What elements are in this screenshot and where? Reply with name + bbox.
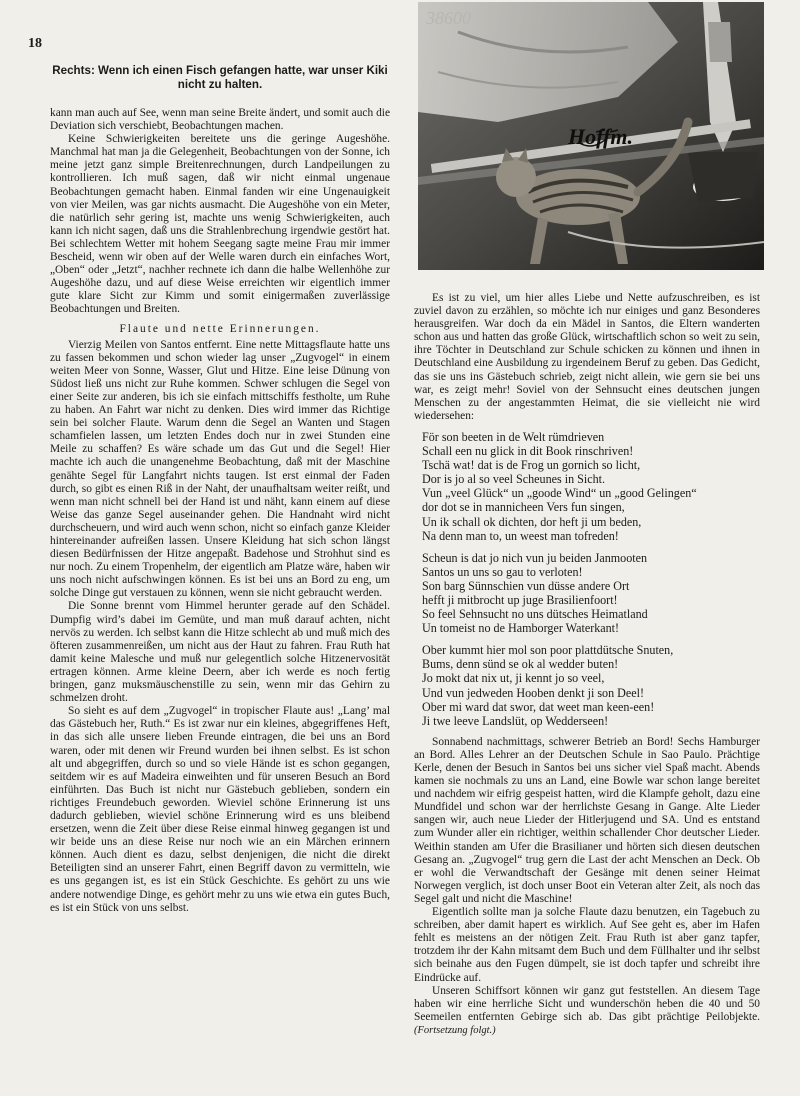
left-column bbox=[50, 107, 390, 915]
poem-line: Schall een nu glick in dit Book rinschriven! bbox=[422, 444, 634, 459]
poem-line: Tschä wat! dat is de Frog un gornich so licht, bbox=[422, 458, 641, 473]
signature: Hoffm. bbox=[568, 124, 633, 149]
poem-line: Und vun jedweden Hooben denkt ji son Deel! bbox=[422, 685, 645, 700]
poem-line: Un ik schall ok dichten, dor heft ji um beden, bbox=[422, 514, 642, 529]
poem-line: Vun „veel Glück“ un „goode Wind“ un „good Gelingen“ bbox=[422, 486, 697, 501]
poem-line: So feel Sehnsucht no uns dütsches Heimatland bbox=[422, 607, 648, 622]
paragraph: Keine Schwierigkeiten bereitete uns die geringe Augeshöhe. Manchmal hat man ja die Gelegenheit, Beobachtungen von der Sonne, ich meine jetzt ganz simple Breitenrechnungen, durch Landpeilungen zu kontrollieren. Ich muß sagen, daß wir nicht einmal ungenaue Beobachtungen gemacht haben. Einmal fanden wir eine Ungenauigkeit von vier Meilen, was gar nichts ausmacht. Die Augeshöhe von ein Meter, die natürlich sehr gering ist, machte uns wenig Schwierigkeiten, auch kann ich nicht sagen, daß uns die Strahlenbrechung irgendwie gestört hat. Bei schlechtem Wetter mit hohem Seegang sagte meine Frau mir immer Bescheid, wenn wir oben auf der Welle waren durch ein einfaches Wort, „Oben“ oder „Jetzt“, nachher rechnete ich dann die halbe Wellenhöhe zur Augeshöhe dazu, und auf diese Weise erreichten wir eigentlich immer gute klare Sicht zur Kimm und somit einigermaßen zuverlässige Beobachtungen und Breiten. bbox=[50, 133, 390, 316]
final-paragraph-text: Unseren Schiffsort können wir ganz gut feststellen. An diesem Tage haben wir eine herrliche Sicht und wunderschön heben die 40 und 50 Seemeilen entfernten Gebirge sich ab. Das gibt prächtige Peilobjekte. bbox=[414, 984, 760, 1023]
poem-line: Bums, denn sünd se ok al wedder buten! bbox=[422, 657, 619, 672]
poem-line: Ober kummt hier mol son poor plattdütsche Snuten, bbox=[422, 643, 674, 658]
poem-line: Son barg Sünnschien vun düsse andere Ort bbox=[422, 578, 630, 593]
poem-stanza bbox=[422, 643, 760, 728]
poem-stanza bbox=[422, 430, 760, 543]
poem-line: dor dot se in mannicheen Vers fun singen, bbox=[422, 500, 625, 515]
paragraph bbox=[414, 985, 760, 1037]
paragraph: Eigentlich sollte man ja solche Flaute dazu benutzen, ein Tagebuch zu schreiben, aber damit hapert es wirklich. Auf See geht es, aber im Hafen fehlt es meistens an der nötigen Zeit. Frau Ruth ist aber ganz tapfer, trotzdem ihr der Kahn mitsamt dem Buch und dem Füllhalter und ihr selbst sich beinahe aus den Fugen dümpelt, sie ist doch tapfer und schreibt ihre Eindrücke auf. bbox=[414, 906, 760, 984]
paragraph: Sonnabend nachmittags, schwerer Betrieb an Bord! Sechs Hamburger an Bord. Alles Lehrer an der Deutschen Schule in Sao Paulo. Prächtige Kerle, denen der Besuch in Santos bei uns sicher viel Spaß macht. Abends kamen sie nochmals zu uns an Land, eine Bowle war schon lange bereitet und nachdem wir eifrig gespeist hatten, wird die Klampfe geholt, dazu eine Mundfidel und schon war der herrlichste Gesang in Gange. Alte Lieder sangen wir, auch neue Lieder der Hitlerjugend und SA. Und es entstand zum Wunder aller ein richtiger, weithin schallender Chor deutscher Lieder. Weithin standen am Ufer die Brasilianer und hörten sich diesen deutschen Gesang an. „Zugvogel“ trug gern die Last der acht Menschen an Deck. Ob er wohl die Verwandtschaft der Gesänge mit denen seiner Heimat Norwegen verglich, ist doch unser Boot ein Veteran alter Zeit, als noch das Segel galt und nicht die Maschine! bbox=[414, 735, 760, 905]
poem-line: Na denn man to, un weest man tofreden! bbox=[422, 528, 619, 543]
paragraph: So sieht es auf dem „Zugvogel“ in tropischer Flaute aus! „Lang’ mal das Gästebuch her, Ruth.“ Es ist zwar nur ein kleines, abgegriffenes Heft, in das sich alle unsere lieben Freunde eintragen, die bei uns an Bord waren, oder mit denen wir Freund wurden bei ihnen selbst. Es ist schon alt und abgegriffen, durch so und so viele Hände ist es schon gegangen, seitdem wir es auf Madeira einweihten und für unseren Besuch an Bord einführten. Das Buch ist nicht nur Gästebuch geblieben, sondern ein richtiges Freundebuch geworden. Wieviel schöne Erinnerung ist uns dadurch geblieben, wieviel schöne Erinnerung wird es uns bleibend ersetzen, wenn die Zeit über diese Reise einmal hinweg gegangen ist und wir beide uns an diese Reise nur noch wie an ein Märchen erinnern können. Auch dient es dazu, selbst denjenigen, die nicht die direkt Beteiligten sind an unserer Fahrt, einen Begriff davon zu vermitteln, wie es uns gegangen ist, es ist ein Stück Geschichte. Es gehört zu uns wie andere notwendige Dinge, es gehört mehr zu uns wie etwa ein gutes Buch, es ist ein Stück von uns selbst. bbox=[50, 705, 390, 914]
page-number: 18 bbox=[28, 36, 42, 51]
section-heading: Flaute und nette Erinnerungen. bbox=[119, 322, 321, 335]
handwritten-number: 38600 bbox=[426, 8, 471, 28]
poem-line: För son beeten in de Welt rümdrieven bbox=[422, 429, 605, 444]
paragraph: Vierzig Meilen von Santos entfernt. Eine nette Mittagsflaute hatte uns zu fassen bekommen und schon wieder lag unser „Zugvogel“ in einem weiten Meer von Sonne, Wasser, Glut und Hitze. Eine leise Dünung von Südost ließ uns nicht zur Ruhe kommen. Schwer schlugen die Segel von einer Seite zur anderen, bis ich sie einfach mittschiffs festholte, um Ruhe zu haben. An Fahrt war nicht zu denken. Dies wird immer das Richtige sein bei solcher Flaute. Warum denn die Segel an Wanten und Stagen schamfielen lassen, um letzten Endes doch nur in zwei Stunden eine Meile zu schaffen? Es wäre schade um das Gut und die Segel! Hier machte ich auch die unangenehme Beobachtung, daß mit der Maschine genähte Segel für Langfahrt nichts taugen. Ist erst einmal der Faden durch, so gibt es einen Riß in der Naht, der unaufhaltsam weiter reißt, und wenn man nicht schnell bei der Hand ist und näht, kann einem auf diese Weise das ganze Segel auseinander gehen. Die Handnaht wird nicht durchscheuern, und wird auch wenn schon, nicht so einfach ganze Kleider hintereinander aufreißen lassen. Unsere Kleidung hat sich schon längst diesen Bedürfnissen der Hitze angepaßt. Badehose und Strohhut sind es nur noch. Zu einem Tropenhelm, der eigentlich am Platze wäre, haben wir uns noch nicht aufschwingen können. Es ist bei uns an Bord zu eng, um solche Dinge gut verstauen zu können, wenn sie nicht gebraucht werden. bbox=[50, 338, 390, 600]
paragraph: Es ist zu viel, um hier alles Liebe und Nette aufzuschreiben, es ist zuviel davon zu erzählen, so möchte ich nur einiges und ganz Besonderes herausgreifen. War doch da ein Mädel in Santos, die Eltern wanderten schon aus und hatten das große Glück, wirtschaftlich schon so weit zu sein, ihre Töchter in Deutschland zur Schule schicken zu können und ihnen in Deutschland eine Ausbildung zu irgendeinem Beruf zu geben. Das Gedicht, das sie uns ins Gästebuch schrieb, zeigt nicht allein, wie gern sie bei uns war, es zeigt mehr! Soviel von der Sehnsucht eines deutschen jungen Menschen zu der angestammten Heimat, die sie vielleicht nie wird wiedersehen: bbox=[414, 292, 760, 422]
poem-line: Santos un uns so gau to verloten! bbox=[422, 564, 583, 579]
right-column bbox=[414, 292, 760, 1037]
poem-line: Ji twe leeve Landslüt, op Wedderseen! bbox=[422, 713, 609, 728]
poem-line: Un tomeist no de Hamborger Waterkant! bbox=[422, 621, 620, 636]
poem-line: hefft ji mitbrocht up juge Brasilienfoort! bbox=[422, 592, 618, 607]
poem-stanza bbox=[422, 551, 760, 636]
poem-line: Jo mokt dat nix ut, ji kennt jo so veel, bbox=[422, 671, 605, 686]
poem-line: Dor is jo al so veel Scheunes in Sicht. bbox=[422, 472, 606, 487]
paragraph: Die Sonne brennt vom Himmel herunter gerade auf den Schädel. Dumpfig wird’s dabei im Gemüte, und man muß darauf achten, nicht nervös zu werden. Ich selbst kann die Hitze schlecht ab und muß mich des öfteren zusammenreißen, um nicht aus der Haut zu fahren. Frau Ruth hat damit keine Malesche und muß nur gelegentlich solche Hitzenervosität ertragen können. Arme kleine Deern, aber ich werde es noch fertig bringen, ganz muksmäuschenstille zu sein, wenn mir das Gehirn zu schmelzen droht. bbox=[50, 600, 390, 705]
continued-label: (Fortsetzung folgt.) bbox=[414, 1024, 496, 1036]
paragraph: kann man auch auf See, wenn man seine Breite ändert, und somit auch die Deviation sich verschiebt, Beobachtungen machen. bbox=[50, 107, 390, 133]
poem-line: Ober mi ward dat swor, dat weet man keen-een! bbox=[422, 699, 655, 714]
poem bbox=[422, 430, 760, 728]
photo-cat-with-fish bbox=[418, 2, 764, 270]
poem-line: Scheun is dat jo nich vun ju beiden Janmooten bbox=[422, 550, 648, 565]
photo-caption: Rechts: Wenn ich einen Fisch gefangen hatte, war unser Kiki nicht zu halten. bbox=[52, 64, 388, 91]
